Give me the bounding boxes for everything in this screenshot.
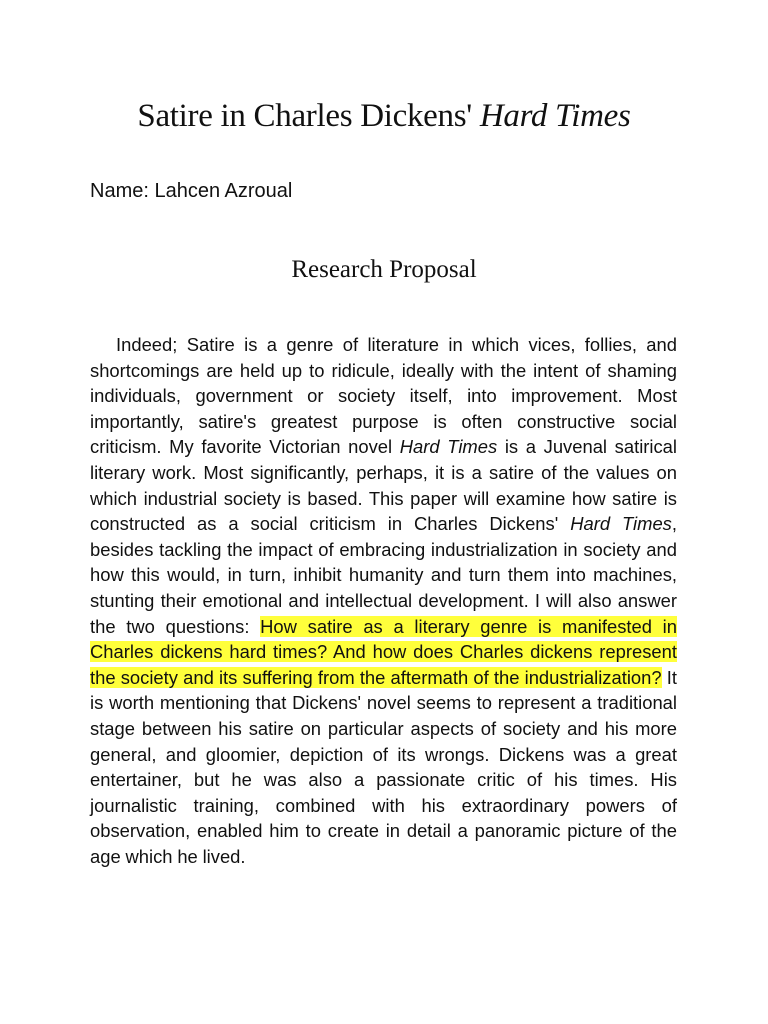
section-heading: Research Proposal (291, 256, 477, 283)
document-title-italic: Hard Times (479, 98, 631, 134)
paragraph-text-3: , besides tackling the impact of embracing industrialization in society and how this would, in turn, inhibit humanity and turn them into machines, stunting their emotional and intellectual development. I will also answer the two questions: (90, 513, 678, 637)
highlighted-research-questions: How satire as a literary genre is manifested in Charles dickens hard times? And how does Charles dickens represent the society and its suffering from the aftermath of the industrialization? (90, 615, 677, 688)
author-name: Name: Lahcen Azroual (90, 180, 293, 202)
paragraph-text-4: It is worth mentioning that Dickens' novel seems to represent a traditional stage between his satire on particular aspects of society and his more general, and gloomier, depiction of its wrongs. Dickens was a great entertainer, but he was also a passionate critic of his times. His journalistic training, combined with his extraordinary powers of observation, enabled him to create in detail a panoramic picture of the age which he lived. (90, 666, 677, 867)
paragraph-text-2: is a Juvenal satirical literary work. Most significantly, perhaps, it is a satire of the values on which industrial society is based. This paper will examine how satire is constructed as a social criticism in Charles Dickens' (90, 436, 677, 535)
novel-title-italic: Hard Times (399, 436, 498, 458)
body-paragraph (90, 332, 677, 869)
document-title (0, 96, 768, 136)
paragraph-text-1: Indeed; Satire is a genre of literature in which vices, follies, and shortcomings are held up to ridicule, ideally with the intent of shaming individuals, government or society itself, into improvement. Most importantly, satire's greatest purpose is often constructive social criticism. My favorite Victorian novel (90, 334, 677, 458)
document-title-main: Satire in Charles Dickens' (137, 98, 480, 134)
novel-title-italic: Hard Times (570, 513, 672, 535)
